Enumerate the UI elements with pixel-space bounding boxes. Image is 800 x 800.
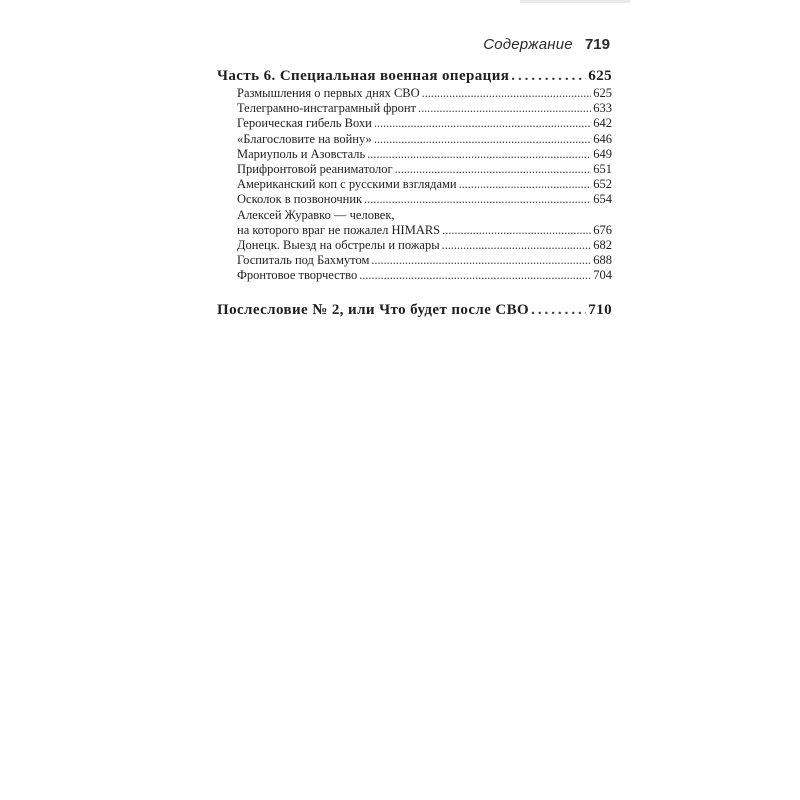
toc-entry[interactable] bbox=[237, 268, 612, 283]
entry-page: 633 bbox=[593, 101, 612, 116]
entry-title: Прифронтовой реаниматолог bbox=[237, 161, 393, 176]
toc-part-entry[interactable] bbox=[217, 66, 612, 86]
dot-leader bbox=[531, 300, 586, 320]
entry-page: 654 bbox=[593, 192, 612, 207]
dot-leader bbox=[364, 192, 591, 207]
dot-leader bbox=[367, 147, 591, 162]
entry-page: 642 bbox=[593, 116, 612, 131]
entry-title: Размышления о первых днях СВО bbox=[237, 85, 420, 100]
dot-leader bbox=[395, 162, 592, 177]
dot-leader bbox=[459, 177, 592, 192]
entry-title: Американский коп с русскими взглядами bbox=[237, 177, 457, 192]
toc-entry[interactable] bbox=[237, 192, 612, 207]
dot-leader bbox=[442, 223, 591, 238]
part-title: Часть 6. Специальная военная операция bbox=[217, 68, 510, 84]
entry-title: Телеграмно-инстаграмный фронт bbox=[237, 101, 417, 116]
toc-entry[interactable] bbox=[237, 101, 612, 116]
toc-entry[interactable] bbox=[237, 147, 612, 162]
entry-title: Донецк. Выезд на обстрелы и пожары bbox=[237, 237, 440, 252]
dot-leader bbox=[359, 268, 591, 283]
toc-entry[interactable] bbox=[237, 132, 612, 147]
toc-entry[interactable] bbox=[237, 116, 612, 131]
dot-leader bbox=[374, 132, 591, 147]
afterword-page: 710 bbox=[588, 302, 612, 319]
running-head-title: Содержание bbox=[483, 36, 573, 53]
dot-leader bbox=[511, 66, 586, 86]
entry-page: 676 bbox=[593, 222, 612, 237]
entry-page: 646 bbox=[593, 131, 612, 146]
part-page: 625 bbox=[588, 68, 612, 84]
toc-entry[interactable] bbox=[237, 253, 612, 268]
entry-title-line-2: на которого враг не пожалел HIMARS bbox=[237, 222, 441, 237]
top-edge-line bbox=[520, 0, 630, 3]
entry-title: Мариуполь и Азовсталь bbox=[237, 146, 366, 161]
dot-leader bbox=[422, 86, 592, 101]
toc-afterword-entry[interactable] bbox=[217, 300, 612, 320]
entry-title: «Благословите на войну» bbox=[237, 131, 372, 146]
entry-page: 625 bbox=[593, 85, 612, 100]
entry-title: Героическая гибель Вохи bbox=[237, 116, 372, 131]
dot-leader bbox=[374, 116, 591, 131]
toc-entry[interactable] bbox=[237, 86, 612, 101]
afterword-title: Послесловие № 2, или Что будет после СВО bbox=[217, 302, 530, 319]
entry-title: Фронтовое творчество bbox=[237, 268, 358, 283]
chapter-list bbox=[217, 86, 612, 283]
dot-leader bbox=[418, 101, 591, 116]
running-head bbox=[483, 36, 610, 53]
entry-title: Госпиталь под Бахмутом bbox=[237, 253, 370, 268]
table-of-contents bbox=[217, 66, 612, 320]
toc-entry[interactable] bbox=[237, 238, 612, 253]
entry-title-line-1: Алексей Журавко — человек, bbox=[237, 207, 395, 222]
dot-leader bbox=[442, 238, 592, 253]
entry-page: 649 bbox=[593, 146, 612, 161]
entry-page: 651 bbox=[593, 161, 612, 176]
entry-title: Осколок в позвоночник bbox=[237, 192, 363, 207]
entry-page: 704 bbox=[593, 268, 612, 283]
entry-page: 682 bbox=[593, 237, 612, 252]
toc-entry-two-line[interactable] bbox=[237, 208, 612, 238]
entry-page: 688 bbox=[593, 253, 612, 268]
entry-title-line-2-row bbox=[237, 223, 612, 238]
toc-entry[interactable] bbox=[237, 177, 612, 192]
running-head-page-number: 719 bbox=[584, 36, 610, 53]
dot-leader bbox=[371, 253, 591, 268]
toc-entry[interactable] bbox=[237, 162, 612, 177]
entry-page: 652 bbox=[593, 177, 612, 192]
